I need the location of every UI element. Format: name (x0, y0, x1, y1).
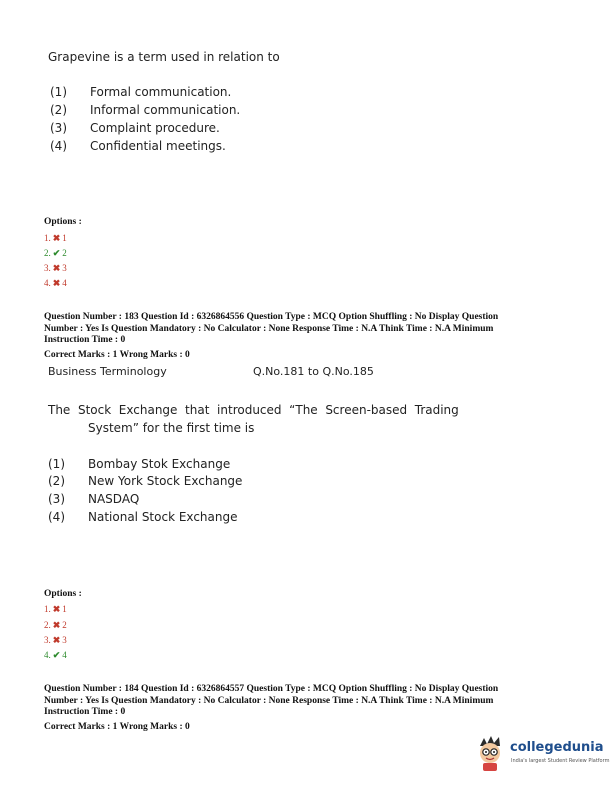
cross-icon: ✖ (52, 233, 61, 243)
choice-number: (4) (50, 139, 67, 153)
answer-prefix: 4. (44, 650, 51, 660)
choice-text: New York Stock Exchange (88, 474, 243, 488)
q183-options-label: Options : (44, 589, 82, 599)
answer-value: 4 (62, 278, 67, 288)
answer-value: 3 (62, 635, 67, 645)
meta-line: Number : Yes Is Question Mandatory : No Calculator : None Response Time : N.A Think Time : N.A Minimum (44, 695, 494, 706)
q183-stem-line-2: System” for the first time is (88, 421, 255, 435)
meta-line: Question Number : 184 Question Id : 6326864557 Question Type : MCQ Option Shuffling : No Display Question (44, 684, 499, 694)
q183-answer-2 (44, 620, 67, 631)
q182-answer-4 (44, 278, 67, 289)
q184-marks: Correct Marks : 1 Wrong Marks : 0 (44, 722, 190, 732)
choice-text: National Stock Exchange (88, 510, 238, 524)
choice-text: Formal communication. (90, 85, 232, 99)
answer-value: 1 (62, 233, 67, 243)
answer-prefix: 1. (44, 233, 51, 243)
choice-number: (1) (48, 457, 65, 471)
q182-stem: Grapevine is a term used in relation to (48, 50, 280, 64)
answer-value: 2 (62, 248, 67, 258)
answer-value: 1 (62, 604, 67, 614)
choice-text: Informal communication. (90, 103, 241, 117)
answer-prefix: 3. (44, 263, 51, 273)
q182-options-label: Options : (44, 217, 82, 227)
logo-tagline: India's largest Student Review Platform (511, 758, 610, 764)
choice-text: Confidential meetings. (90, 139, 226, 153)
q182-answer-3 (44, 263, 67, 274)
cross-icon: ✖ (52, 278, 61, 288)
question-range: Q.No.181 to Q.No.185 (253, 365, 374, 378)
answer-prefix: 4. (44, 278, 51, 288)
q183-answer-3 (44, 635, 67, 646)
choice-number: (2) (48, 474, 65, 488)
meta-line: Number : Yes Is Question Mandatory : No Calculator : None Response Time : N.A Think Time : N.A Minimum (44, 323, 494, 334)
choice-number: (3) (48, 492, 65, 506)
cross-icon: ✖ (52, 604, 61, 614)
choice-number: (1) (50, 85, 67, 99)
q182-answer-1 (44, 233, 67, 244)
choice-text: NASDAQ (88, 492, 140, 506)
answer-value: 2 (62, 620, 67, 630)
q183-meta (44, 312, 564, 347)
mascot-icon (474, 734, 508, 772)
q184-meta (44, 684, 564, 719)
answer-prefix: 2. (44, 248, 51, 258)
meta-line: Question Number : 183 Question Id : 6326864556 Question Type : MCQ Option Shuffling : No Display Question (44, 312, 499, 322)
answer-prefix: 3. (44, 635, 51, 645)
q183-stem-line-1: The Stock Exchange that introduced “The Screen-based Trading (48, 403, 459, 417)
choice-number: (4) (48, 510, 65, 524)
meta-line: Instruction Time : 0 (44, 335, 126, 345)
choice-text: Bombay Stok Exchange (88, 457, 231, 471)
choice-number: (2) (50, 103, 67, 117)
logo-name: collegedunia (510, 740, 604, 755)
collegedunia-logo (474, 734, 610, 774)
cross-icon: ✖ (52, 263, 61, 273)
q183-answer-4 (44, 650, 67, 661)
answer-prefix: 1. (44, 604, 51, 614)
choice-text: Complaint procedure. (90, 121, 220, 135)
q183-answer-1 (44, 604, 67, 615)
section-title: Business Terminology (48, 365, 167, 378)
cross-icon: ✖ (52, 620, 61, 630)
cross-icon: ✖ (52, 635, 61, 645)
answer-value: 3 (62, 263, 67, 273)
q182-answer-2 (44, 248, 67, 259)
choice-number: (3) (50, 121, 67, 135)
answer-value: 4 (62, 650, 67, 660)
check-icon: ✔ (52, 248, 61, 258)
q183-marks: Correct Marks : 1 Wrong Marks : 0 (44, 350, 190, 360)
answer-prefix: 2. (44, 620, 51, 630)
check-icon: ✔ (52, 650, 61, 660)
meta-line: Instruction Time : 0 (44, 707, 126, 717)
